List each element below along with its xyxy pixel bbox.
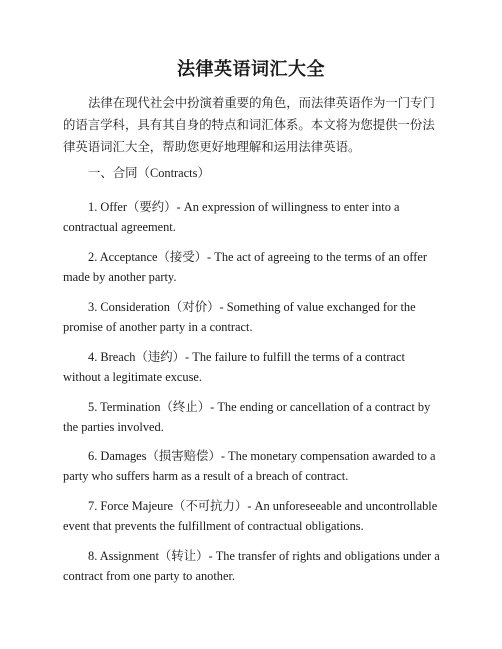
term-entry-acceptance: 2. Acceptance（接受）- The act of agreeing to the terms of an offer made by another party. [63,250,427,284]
term-entry-damages: 6. Damages（损害赔偿）- The monetary compensation awarded to a party who suffers harm as a result of a breach of contract. [63,449,436,483]
document-title: 法律英语词汇大全 [177,59,325,79]
term-entry-consideration: 3. Consideration（对价）- Something of value exchanged for the promise of another party in a contract. [63,300,416,334]
term-entry-termination: 5. Termination（终止）- The ending or cancellation of a contract by the parties involved. [63,400,431,434]
term-entry-assignment: 8. Assignment（转让）- The transfer of rights and obligations under a contract from one party to another. [63,549,440,583]
term-entry-force-majeure: 7. Force Majeure（不可抗力）- An unforeseeable and uncontrollable event that prevents the fulfillment of contractual obligations. [63,499,438,533]
term-entry-breach: 4. Breach（违约）- The failure to fulfill the terms of a contract without a legitimate excuse. [63,350,405,384]
term-entry-offer: 1. Offer（要约）- An expression of willingness to enter into a contractual agreement. [63,200,400,234]
intro-paragraph: 法律在现代社会中扮演着重要的角色，而法律英语作为一门专门的语言学科，具有其自身的特点和词汇体系。本文将为您提供一份法律英语词汇大全，帮助您更好地理解和运用法律英语。 [63,96,435,154]
section-heading-contracts: 一、合同（Contracts） [88,166,210,180]
